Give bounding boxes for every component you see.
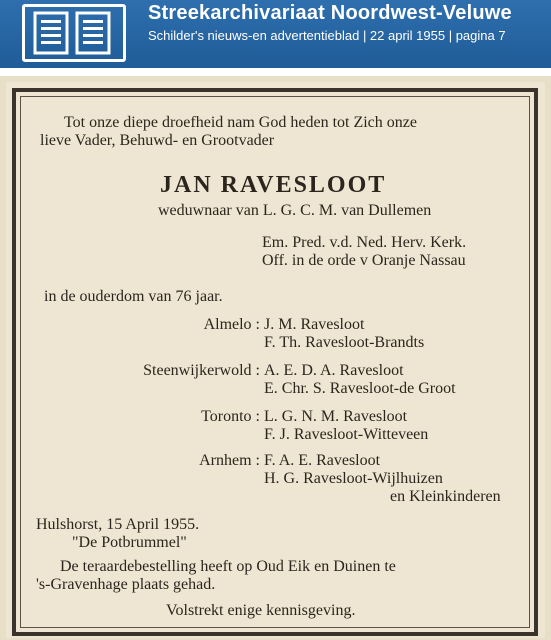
- family-name: H. G. Ravesloot-Wijlhuizen: [264, 470, 443, 487]
- family-place: Almelo :: [203, 316, 260, 333]
- deceased-name: JAN RAVESLOOT: [160, 172, 387, 198]
- intro-line-1: Tot onze diepe droefheid nam God heden tot Zich onze: [64, 114, 417, 131]
- burial-line-1: De teraardebestelling heeft op Oud Eik en Duinen te: [60, 558, 396, 575]
- burial-line-2: 's-Gravenhage plaats gehad.: [36, 576, 216, 593]
- family-name: F. A. E. Ravesloot: [264, 452, 381, 469]
- house-name: "De Potbrummel": [72, 534, 187, 551]
- grandchildren-line: en Kleinkinderen: [390, 488, 501, 505]
- issue-subtitle: Schilder's nieuws-en advertentieblad | 22 april 1955 | pagina 7: [148, 28, 506, 43]
- family-place: Steenwijkerwold :: [143, 362, 260, 379]
- family-name: E. Chr. S. Ravesloot-de Groot: [264, 380, 456, 397]
- site-title[interactable]: Streekarchivariaat Noordwest-Veluwe: [148, 2, 512, 24]
- paper-scan: [6, 82, 545, 638]
- newspaper-page-icon[interactable]: [22, 4, 126, 62]
- family-place: Arnhem :: [199, 452, 260, 469]
- family-name: F. J. Ravesloot-Witteveen: [264, 426, 429, 443]
- intro-line-2: lieve Vader, Behuwd- en Grootvader: [40, 132, 275, 149]
- age-line: in de ouderdom van 76 jaar.: [44, 288, 223, 305]
- family-place: Toronto :: [201, 408, 260, 425]
- title-line-2: Off. in de orde v Oranje Nassau: [262, 252, 466, 269]
- title-line-1: Em. Pred. v.d. Ned. Herv. Kerk.: [262, 234, 467, 251]
- obituary-frame: [12, 88, 538, 636]
- newspaper-page-icon-glyph: [31, 11, 117, 57]
- site-header: [0, 0, 551, 68]
- family-name: A. E. D. A. Ravesloot: [264, 362, 404, 379]
- closing-line: Volstrekt enige kennisgeving.: [166, 602, 356, 619]
- location-date: Hulshorst, 15 April 1955.: [36, 516, 200, 533]
- newspaper-clipping: [0, 76, 551, 640]
- family-name: L. G. N. M. Ravesloot: [264, 408, 408, 425]
- family-name: J. M. Ravesloot: [264, 316, 365, 333]
- widower-line: weduwnaar van L. G. C. M. van Dullemen: [158, 202, 432, 219]
- family-name: F. Th. Ravesloot-Brandts: [264, 334, 425, 351]
